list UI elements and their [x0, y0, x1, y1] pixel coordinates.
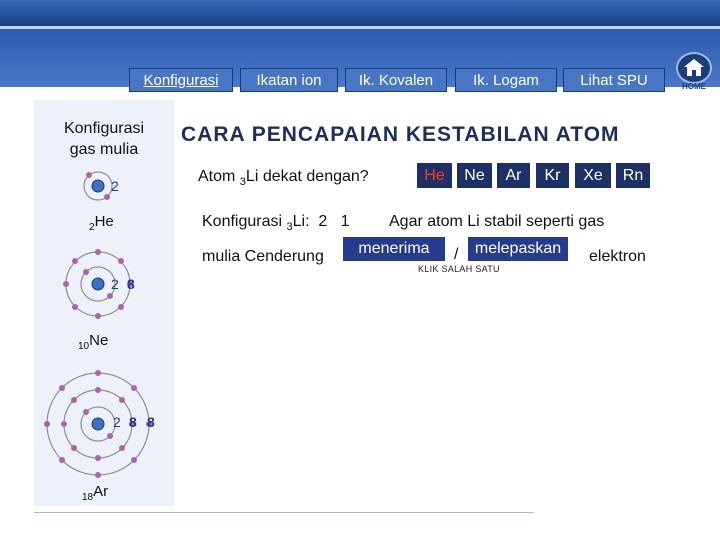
accept-electron-button[interactable]: menerima [343, 237, 445, 261]
home-button[interactable] [672, 52, 716, 92]
electron-text: elektron [589, 248, 646, 265]
neon-shell-2-label: 8 [127, 276, 135, 292]
click-hint: KLIK SALAH SATU [418, 264, 500, 274]
configuration-subscript: 3 [286, 221, 293, 234]
choice-separator: / [454, 246, 459, 263]
argon-shell-1-label: 2 [113, 414, 121, 430]
nav-ikatan-kovalen[interactable]: Ik. Kovalen [345, 68, 447, 92]
tendency-text: mulia Cenderung [202, 248, 324, 265]
neon-shell-1-label: 2 [111, 276, 119, 292]
nav-lihat-spu[interactable]: Lihat SPU [563, 68, 665, 92]
argon-shell-3-label: 8 [147, 414, 155, 430]
gas-button-ne[interactable]: Ne [457, 163, 492, 188]
sidebar-title-line1: Konfigurasi [63, 120, 145, 137]
question-line [198, 168, 369, 188]
helium-symbol: He [94, 213, 114, 230]
neon-label [78, 332, 108, 352]
home-label: HOME [682, 82, 706, 91]
nav-konfigurasi[interactable]: Konfigurasi [129, 68, 233, 92]
helium-shell-label: 2 [111, 178, 119, 194]
nav-ikatan-ion[interactable]: Ikatan ion [240, 68, 338, 92]
neon-symbol: Ne [89, 332, 109, 349]
question-subscript: 3 [239, 176, 246, 189]
sidebar-title [34, 118, 174, 160]
gas-button-kr[interactable]: Kr [536, 163, 569, 188]
neon-atomic-number: 10 [78, 341, 90, 352]
configuration-value: Li: 2 1 [292, 213, 350, 230]
configuration-prefix: Konfigurasi [202, 213, 287, 230]
question-suffix: Li dekat dengan? [245, 168, 369, 185]
footer-rule [34, 512, 534, 513]
nav-ikatan-logam[interactable]: Ik. Logam [455, 68, 557, 92]
argon-label [82, 483, 108, 503]
stability-text: Agar atom Li stabil seperti gas [389, 213, 605, 230]
configuration-line [202, 213, 350, 233]
gas-button-xe[interactable]: Xe [575, 163, 611, 188]
page-title: CARA PENCAPAIAN KESTABILAN ATOM [181, 123, 620, 146]
gas-button-rn[interactable]: Rn [616, 163, 650, 188]
neon-atom-diagram [60, 246, 136, 322]
top-bar [0, 0, 720, 26]
argon-atomic-number: 18 [82, 492, 94, 503]
gas-button-ar[interactable]: Ar [497, 163, 530, 188]
argon-shell-2-label: 8 [129, 414, 137, 430]
release-electron-button[interactable]: melepaskan [468, 237, 568, 261]
home-icon [683, 58, 705, 78]
helium-atomic-number: 2 [89, 222, 95, 233]
question-prefix: Atom [198, 168, 240, 185]
sidebar-title-line2: gas mulia [69, 141, 139, 158]
gas-button-he[interactable]: He [417, 163, 452, 188]
helium-label [89, 213, 114, 233]
argon-symbol: Ar [93, 483, 109, 500]
argon-atom-diagram [42, 368, 154, 480]
